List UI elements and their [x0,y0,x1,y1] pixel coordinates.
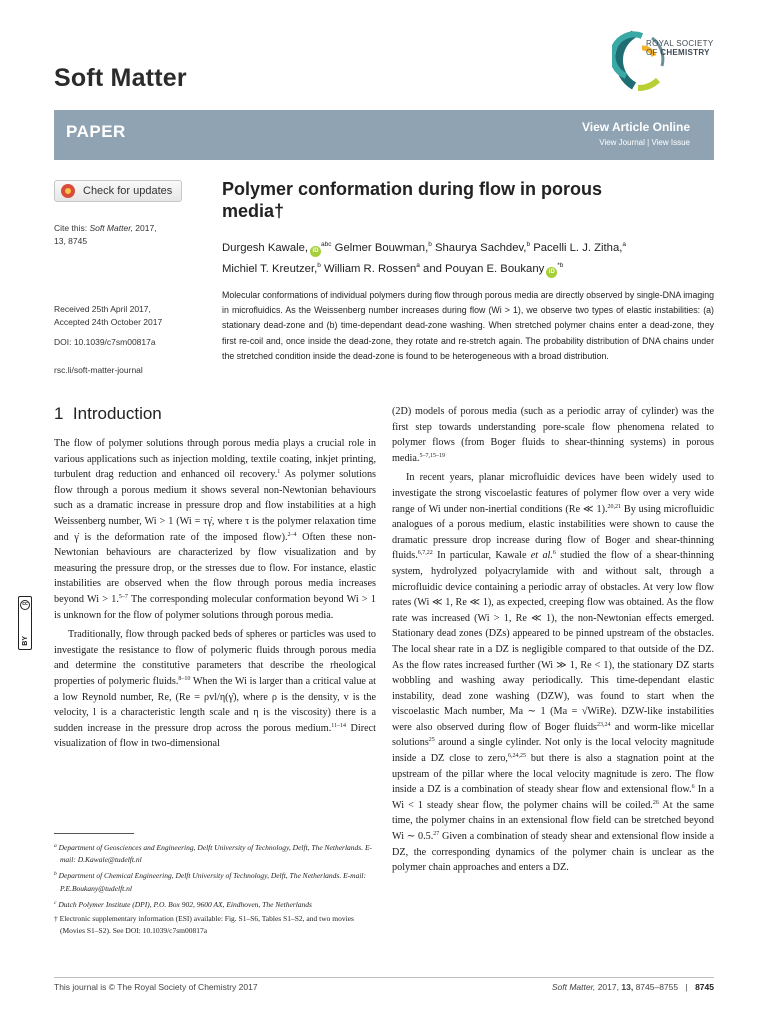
footnote-text: Department of Chemical Engineering, Delft University of Technology, Delft, The Netherlands. E-mail: P.E.Boukany@tudelft.nl [58,871,367,893]
citation-ref[interactable]: 25 [428,737,435,744]
cite-label: Cite this: [54,223,88,233]
section-number: 1 [54,404,64,423]
banner-sublinks [599,138,690,147]
journal-url-link[interactable]: rsc.li/soft-matter-journal [54,365,143,375]
text-run: As polymer solutions flow through a porous medium it shows several non-Newtonian behaviours such as a dramatic increase in pressure drop and flow instabilities at a high Weissenberg number, Wi > 1 (Wi = τγ̇, where τ is the polymer relaxation time and γ̇ is the deformation rate of the imposed flow). [54,469,376,543]
author-name[interactable]: Durgesh Kawale, [222,242,309,254]
citation-ref[interactable]: 6,7,22 [417,550,433,557]
citation-block [54,222,157,247]
page-number: 8745 [695,982,714,992]
rsc-line2: OF [646,47,658,57]
footnote-mark: b [54,871,57,878]
rsc-line1: ROYAL SOCIETY [646,39,714,48]
cite-volume-page: 13, 8745 [54,235,88,246]
view-issue-link[interactable]: View Issue [651,138,690,147]
esi-footnote: † Electronic supplementary information (ESI) available: Fig. S1–S6, Tables S1–S2, and two movies (Movies S1–S2). See DOI: 10.1039/c7sm00817a [54,914,354,936]
affiliation-mark: b [526,241,531,248]
check-for-updates-button[interactable] [54,180,182,202]
rsc-line3: CHEMISTRY [660,47,710,57]
footer-journal: Soft Matter, [551,982,596,992]
footer-divider [54,977,714,978]
paragraph [392,404,714,466]
citation-ref[interactable]: 20,21 [607,503,622,510]
text-run: Direct visualization of flow in two-dimensional [54,722,376,750]
orcid-icon[interactable]: iD [310,246,321,257]
footnote-mark: a [54,843,57,849]
text-run: studied the flow of a shear-thinning system, hydrolyzed polyacrylamide with and without salt, through a microfluidic device containing a periodic array of obstacles. At very low flow rates (Wi ≪ 1, Re ≪ 1), as expected, creeping flow was obtained. As the flow rate was increased (Wi > 1, Re ≪ 1), the non-Newtonian effects emerged. Stationary dead zones (DZs) appeared to be pinned upstream of the obstacles. The local shear rate in a DZ is negligible compared to that outside of the DZ. As the flow rates increased further (Wi ≫ 1, Re < 1), the stationary DZ starts wobbling and washing away periodically. This time-dependant elastic instability, dead zone washing (DZW), was found to start when the viscoelastic Mach number, Ma ∼ 1 (Ma = √WiRe). DZW-like instabilities were also observed during flow of Boger fluids [392,550,714,733]
cite-year: 2017, [135,223,157,233]
author-list [222,236,702,278]
paragraph [392,470,714,875]
author-name[interactable]: William R. Rossen [324,263,417,275]
citation-ref[interactable]: 5–7,15–19 [419,452,445,459]
page-footer-citation [552,982,714,992]
footer-pages: 8745–8755 [635,982,679,992]
orcid-icon[interactable]: iD [546,267,557,278]
paragraph [54,436,376,623]
affiliation-mark: b [428,241,432,248]
footer-separator: | [685,982,688,992]
author-name[interactable]: Pouyan E. Boukany [445,263,545,275]
footnote-text: Department of Geosciences and Engineering, Delft University of Technology, Delft, The Netherlands. E-mail: D.Kawale@tudelft.nl [58,843,373,865]
cc-by-label: BY [21,636,29,646]
body-column-left [54,436,376,756]
cite-journal: Soft Matter, [89,223,133,233]
text-run: When the Wi is larger than a critical value at a low Reynold number, Re, (Re = ρvl/η(γ̇), where ρ is the density, v is the velocity, l is a characteristic length scale and η is the viscosity) there is a sudden increase in the pressure drop across the porous medium. [54,675,376,734]
section-title: Introduction [72,404,162,423]
text-run: around a single cylinder. Not only is the local velocity magnitude inside a DZ close to zero, [392,737,714,765]
affiliation-mark: abc [321,241,332,248]
text-run: but there is also a stagnation point at the upstream of the pillar where the local velocity magnitude is zero. The flow inside a DZ is a combination of steady shear flow and extensional flow. [392,753,714,796]
citation-ref[interactable]: 23,24 [597,721,611,728]
text-run: The flow of polymer solutions through porous media plays a crucial role in various applications such as injection molding, textile coating, inkjet printing, turbulent drag reduction and enhanced oil recovery. [54,438,376,481]
doi[interactable]: DOI: 10.1039/c7sm00817a [54,337,156,347]
crossmark-icon [61,184,75,198]
citation-ref[interactable]: 11–14 [331,722,347,729]
view-article-online-link[interactable]: View Article Online [581,120,690,134]
footnotes [54,840,376,939]
citation-ref[interactable]: 27 [433,831,440,838]
rsc-logo-text [646,40,713,57]
cc-by-license-badge[interactable] [18,596,32,650]
text-run: Often these non-Newtonian behaviours are characterized by flow visualization and by measuring the pressure drop, or the stresses due to flow. For instance, elastic instabilities are observed when the flow through porous media increases beyond Wi > 1. [54,531,376,605]
received-date: Received 25th April 2017, [54,304,151,314]
text-run: Traditionally, flow through packed beds of spheres or particles was used to investigate the resistance to flow of polymeric fluids through porous media and determine the constitutive parameters that describe the rheological properties of polymeric fluids. [54,629,376,687]
text-run: In particular, Kawale [432,550,531,562]
text-run: (2D) models of porous media (such as a periodic array of cylinder) was the first step towards understanding pore-scale flow phenomena related to polymer flows (from Boger fluids to shear-thinning systems) in porous media. [392,406,714,464]
accepted-date: Accepted 24th October 2017 [54,316,163,327]
cc-icon: cc [20,600,30,610]
footnote-text: Dutch Polymer Institute (DPI), P.O. Box 902, 9600 AX, Eindhoven, The Netherlands [58,899,312,909]
citation-ref[interactable]: 26 [652,799,659,806]
author-name[interactable]: Michiel T. Kreutzer, [222,263,318,275]
author-conjunction: and [423,263,442,275]
banner-separator: | [647,138,650,147]
citation-ref[interactable]: 6 [552,550,556,557]
article-banner [54,110,714,160]
view-journal-link[interactable]: View Journal [599,138,645,147]
citation-ref[interactable]: 2–4 [287,531,297,538]
citation-ref[interactable]: 6 [691,784,695,791]
footer-year: 2017, [597,982,619,992]
text-run: The corresponding molecular conformation beyond Wi > 1 is unknown for the flow of polymer solutions through porous media. [54,593,376,621]
text-run: et al. [530,550,553,562]
journal-title: Soft Matter [54,64,187,92]
section-heading [54,404,162,424]
footnote-divider [54,833,134,834]
author-name[interactable]: Pacelli L. J. Zitha, [533,242,623,254]
text-run: and worm-like micellar solutions [392,721,714,749]
text-run: By using microfluidic analogues of a porous medium, elastic instabilities were shown to cause the dramatic pressure drop increase during flow of Boger and shear-thinning fluids. [392,503,714,562]
text-run: Given a combination of steady shear and extensional flow inside a DZ, the corresponding dynamics of the polymer chain is unclear as the polymer chain approaches and enters a DZ. [392,831,714,874]
affiliation-mark: b [317,262,321,269]
title-line-1: Polymer conformation during flow in porous [222,179,603,199]
citation-ref[interactable]: 5–7 [118,593,128,600]
affiliation-mark: *b [557,262,564,269]
paper-title [222,178,702,222]
body-column-right [392,404,714,880]
affiliation-mark: a [622,241,626,248]
text-run: In a Wi < 1 steady shear flow, the polymer chains will be coiled. [392,784,714,811]
copyright-notice: This journal is © The Royal Society of Chemistry 2017 [54,982,258,992]
citation-ref[interactable]: 8–10 [178,675,191,682]
footnote-mark: c [54,899,57,906]
affiliation-footnote [54,897,376,911]
affiliation-mark: a [416,262,420,269]
author-name[interactable]: Gelmer Bouwman, [334,242,429,254]
dates-block [54,303,162,328]
text-run: At the same time, the polymer chains in an extensional flow field can be stretched beyond Wi ∼ 0.5. [392,799,714,843]
abstract: Molecular conformations of individual polymers during flow through porous media are directly observed by single-DNA imaging in microfluidics. As the Weissenberg number increases during flow (Wi > 1), we observe two types of elastic instabilities: (a) stationary dead-zone and (b) time-dependant dead-zone washing. When stretched polymer chains enter a dead-zone, they first re-coil and, once inside the dead-zone, they rotate and re-stretch again. The probability distribution of DNA chains under the stretched condition inside the dead-zone is found to be heterogeneous with a broad distribution. [222,290,714,361]
article-type: PAPER [66,122,126,141]
paragraph [54,627,376,752]
author-name[interactable]: Shaurya Sachdev, [434,242,527,254]
check-updates-label: Check for updates [83,185,173,197]
citation-ref[interactable]: 6,24,25 [507,753,526,760]
footer-volume: 13, [621,982,634,992]
rsc-logo-icon [612,26,722,92]
affiliation-footnote [54,868,376,894]
affiliation-footnote [54,840,376,866]
citation-ref[interactable]: 1 [277,469,281,476]
title-line-2: media† [222,201,285,221]
text-run: In recent years, planar microfluidic devices have been widely used to investigate the strong viscoelastic features of polymer flow over a very wide range of Wi under non-inertial conditions (Re ≪ 1). [392,472,714,515]
